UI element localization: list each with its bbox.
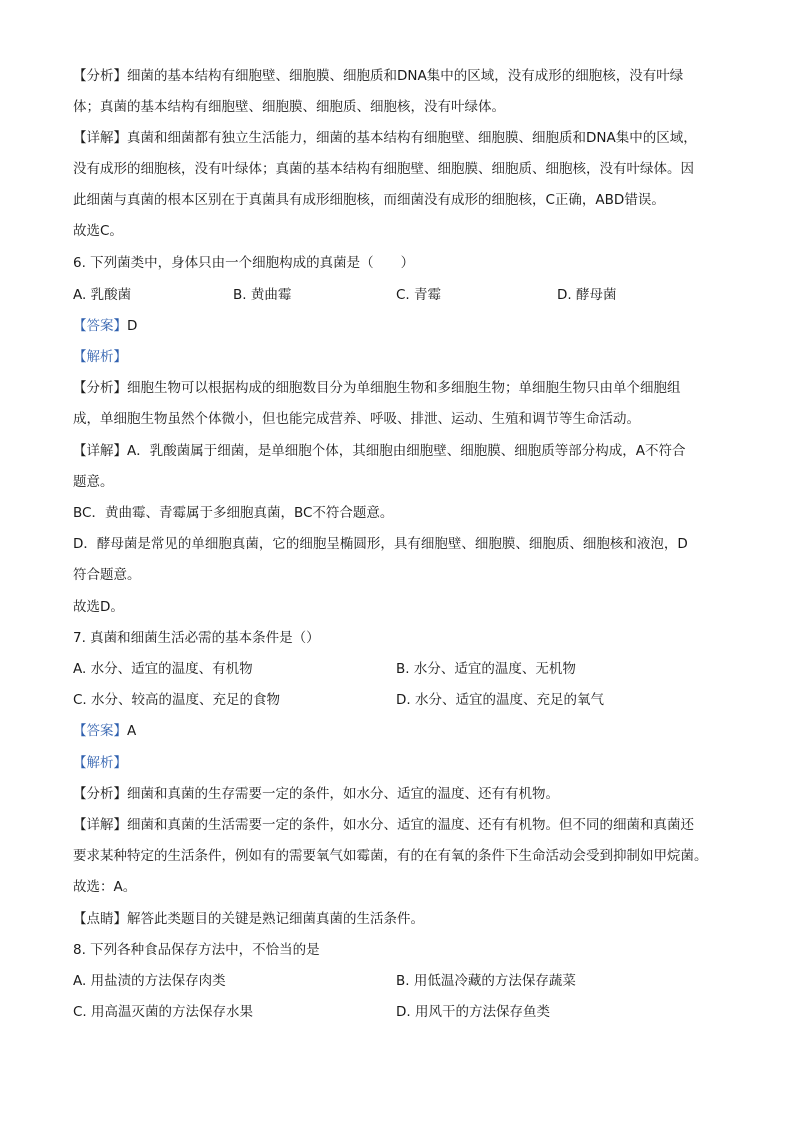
- q6-analysis-line-2: 成，单细胞生物虽然个体微小，但也能完成营养、呼吸、排泄、运动、生殖和调节等生命活动。: [73, 411, 640, 427]
- answer-tag: 【答案】: [73, 723, 127, 739]
- q7-jiexi-heading: 【解析】: [73, 755, 127, 771]
- q7-option-c: C. 水分、较高的温度、充足的食物: [73, 692, 281, 708]
- q6-detail-line-2: 题意。: [73, 474, 114, 490]
- q8-option-d: D. 用风干的方法保存鱼类: [396, 1004, 550, 1020]
- q5-analysis-line-2: 体；真菌的基本结构有细胞壁、细胞膜、细胞质、细胞核，没有叶绿体。: [73, 99, 505, 115]
- answer-value: A: [127, 723, 137, 739]
- q5-choose: 故选C。: [73, 223, 123, 239]
- q7-option-d: D. 水分、适宜的温度、充足的氧气: [396, 692, 604, 708]
- detail-text: A．乳酸菌属于细菌，是单细胞个体，其细胞由细胞壁、细胞膜、细胞质等部分构成，A不符合: [127, 443, 686, 459]
- q6-detail-line-5: 符合题意。: [73, 567, 141, 583]
- analysis-tag: 【分析】: [73, 380, 127, 396]
- q5-detail-line-1: [73, 128, 734, 148]
- q7-option-a: A. 水分、适宜的温度、有机物: [73, 661, 253, 677]
- q5-analysis-line-1: [73, 66, 734, 86]
- analysis-tag: 【分析】: [73, 68, 127, 84]
- q7-choose: 故选：A。: [73, 879, 137, 895]
- comment-tag: 【点睛】: [73, 911, 127, 927]
- q7-detail-line-1: [73, 815, 734, 835]
- q7-comment: [73, 909, 734, 929]
- detail-tag: 【详解】: [73, 443, 127, 459]
- q6-detail-line-4: D．酵母菌是常见的单细胞真菌，它的细胞呈椭圆形，具有细胞壁、细胞膜、细胞质、细胞核和液泡，D: [73, 536, 688, 552]
- q6-analysis-line-1: [73, 378, 734, 398]
- q6-choose: 故选D。: [73, 599, 124, 615]
- q6-answer: [73, 316, 734, 336]
- detail-text: 真菌和细菌都有独立生活能力，细菌的基本结构有细胞壁、细胞膜、细胞质和DNA集中的区域，: [127, 130, 697, 146]
- q7-detail-line-2: 要求某种特定的生活条件，例如有的需要氧气如霉菌，有的在有氧的条件下生命活动会受到抑制如甲烷菌。: [73, 848, 708, 864]
- analysis-text: 细胞生物可以根据构成的细胞数目分为单细胞生物和多细胞生物；单细胞生物只由单个细胞组: [127, 380, 681, 396]
- analysis-text: 细菌的基本结构有细胞壁、细胞膜、细胞质和DNA集中的区域，没有成形的细胞核，没有叶绿: [127, 68, 684, 84]
- answer-value: D: [127, 318, 138, 334]
- q8-option-c: C. 用高温灭菌的方法保存水果: [73, 1004, 254, 1020]
- q6-detail-line-3: BC．黄曲霉、青霉属于多细胞真菌，BC不符合题意。: [73, 505, 394, 521]
- q7-answer: [73, 721, 734, 741]
- q6-jiexi-heading: 【解析】: [73, 349, 127, 365]
- analysis-text: 细菌和真菌的生存需要一定的条件，如水分、适宜的温度、还有有机物。: [127, 786, 559, 802]
- answer-tag: 【答案】: [73, 318, 127, 334]
- q7-analysis-line-1: [73, 784, 734, 804]
- detail-tag: 【详解】: [73, 130, 127, 146]
- q8-option-a: A. 用盐渍的方法保存肉类: [73, 973, 226, 989]
- q8-stem: 8. 下列各种食品保存方法中，不恰当的是: [73, 942, 320, 958]
- q6-option-a: A. 乳酸菌: [73, 287, 132, 303]
- q6-option-d: D. 酵母菌: [557, 287, 617, 303]
- q7-option-b: B. 水分、适宜的温度、无机物: [396, 661, 576, 677]
- q8-option-b: B. 用低温冷藏的方法保存蔬菜: [396, 973, 576, 989]
- q5-detail-line-2: 没有成形的细胞核，没有叶绿体；真菌的基本结构有细胞壁、细胞膜、细胞质、细胞核，没有叶绿体。因: [73, 161, 694, 177]
- q5-detail-line-3: 此细菌与真菌的根本区别在于真菌具有成形细胞核，而细菌没有成形的细胞核，C正确，ABD错误。: [73, 192, 665, 208]
- analysis-tag: 【分析】: [73, 786, 127, 802]
- q6-detail-line-1: [73, 441, 734, 461]
- q6-option-c: C. 青霉: [396, 287, 442, 303]
- detail-tag: 【详解】: [73, 817, 127, 833]
- q7-stem: 7. 真菌和细菌生活必需的基本条件是（）: [73, 630, 320, 646]
- q6-option-b: B. 黄曲霉: [233, 287, 292, 303]
- comment-text: 解答此类题目的关键是熟记细菌真菌的生活条件。: [127, 911, 424, 927]
- q6-stem: 6. 下列菌类中，身体只由一个细胞构成的真菌是（ ）: [73, 255, 415, 271]
- detail-text: 细菌和真菌的生活需要一定的条件，如水分、适宜的温度、还有有机物。但不同的细菌和真菌还: [127, 817, 694, 833]
